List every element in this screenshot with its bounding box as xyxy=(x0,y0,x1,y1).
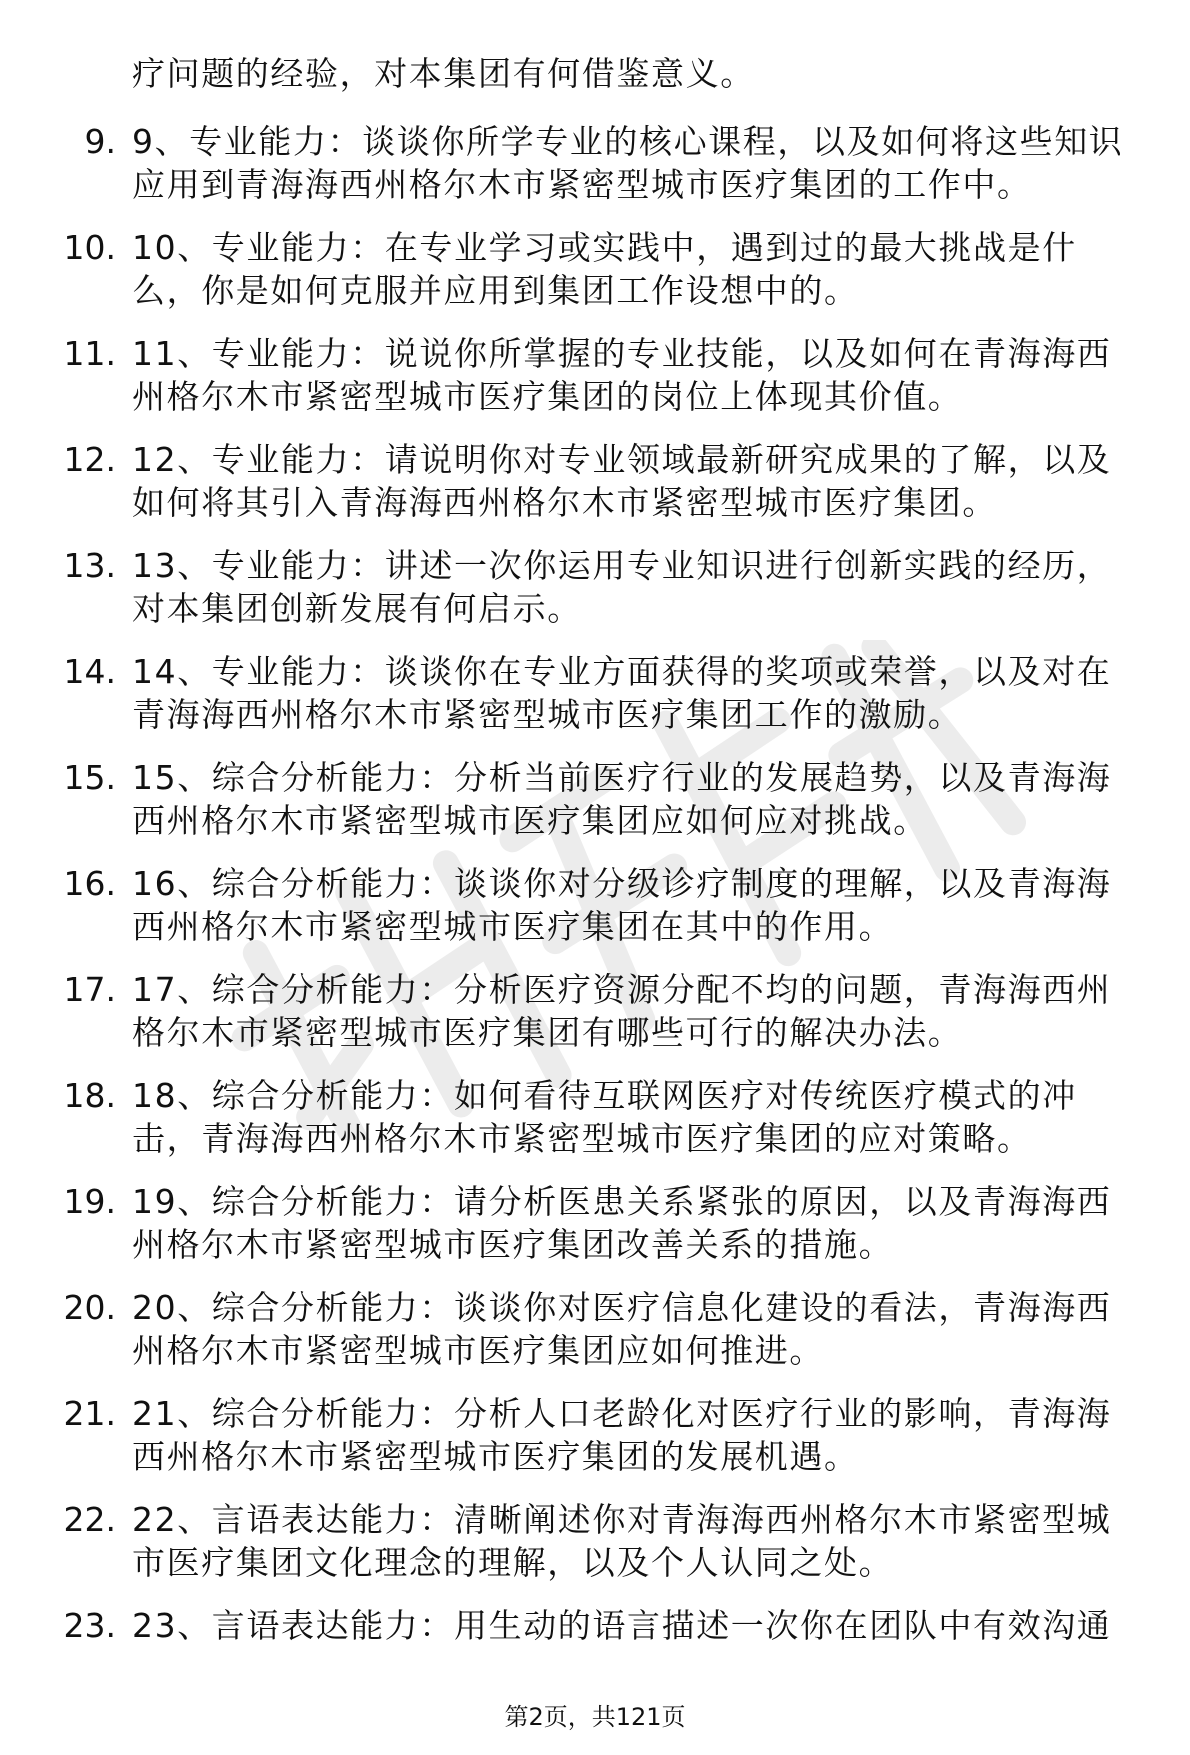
list-item-text xyxy=(132,544,1172,630)
text-line: 12、专业能力：请说明你对专业领域最新研究成果的了解，以及 xyxy=(132,440,1112,479)
list-item-number: 19. xyxy=(63,1182,116,1221)
list-item-text xyxy=(132,1180,1172,1266)
page-footer: 第2页，共121页 xyxy=(504,1703,686,1731)
text-line: 15、综合分析能力：分析当前医疗行业的发展趋势，以及青海海 xyxy=(132,758,1112,797)
list-item-text xyxy=(132,968,1172,1054)
text-line: 州格尔木市紧密型城市医疗集团应如何推进。 xyxy=(132,1331,824,1370)
text-line: 州格尔木市紧密型城市医疗集团的岗位上体现其价值。 xyxy=(132,377,963,416)
list-item-number: 23. xyxy=(63,1606,116,1645)
list-item-text xyxy=(132,862,1172,948)
text-line: 西州格尔木市紧密型城市医疗集团应如何应对挑战。 xyxy=(132,801,928,840)
text-line: 20、综合分析能力：谈谈你对医疗信息化建设的看法，青海海西 xyxy=(132,1288,1112,1327)
text-line: 11、专业能力：说说你所掌握的专业技能，以及如何在青海海西 xyxy=(132,334,1112,373)
list-item-number: 16. xyxy=(63,864,116,903)
list-item-text xyxy=(132,650,1172,736)
list-item-text xyxy=(132,120,1172,206)
text-line: 13、专业能力：讲述一次你运用专业知识进行创新实践的经历， xyxy=(132,546,1112,585)
text-line: 18、综合分析能力：如何看待互联网医疗对传统医疗模式的冲 xyxy=(132,1076,1077,1115)
text-line: 西州格尔木市紧密型城市医疗集团的发展机遇。 xyxy=(132,1437,859,1476)
text-line: 如何将其引入青海海西州格尔木市紧密型城市医疗集团。 xyxy=(132,483,997,522)
list-item-number: 20. xyxy=(63,1288,116,1327)
list-item-number: 15. xyxy=(63,758,116,797)
list-item-number: 10. xyxy=(63,228,116,267)
text-line: 9、专业能力：谈谈你所学专业的核心课程，以及如何将这些知识 xyxy=(132,122,1124,161)
list-item-text xyxy=(132,756,1172,842)
text-line: 格尔木市紧密型城市医疗集团有哪些可行的解决办法。 xyxy=(132,1013,963,1052)
list-item-number: 21. xyxy=(63,1394,116,1433)
list-item-text xyxy=(132,52,1172,95)
list-item-text xyxy=(132,1074,1172,1160)
list-item-number: 11. xyxy=(63,334,116,373)
list-item-text xyxy=(132,1286,1172,1372)
list-item-number: 14. xyxy=(63,652,116,691)
list-item-number: 12. xyxy=(63,440,116,479)
text-line: 西州格尔木市紧密型城市医疗集团在其中的作用。 xyxy=(132,907,894,946)
list-item-number: 13. xyxy=(63,546,116,585)
text-line: 10、专业能力：在专业学习或实践中，遇到过的最大挑战是什 xyxy=(132,228,1077,267)
text-line: 击，青海海西州格尔木市紧密型城市医疗集团的应对策略。 xyxy=(132,1119,1032,1158)
text-line: 16、综合分析能力：谈谈你对分级诊疗制度的理解，以及青海海 xyxy=(132,864,1112,903)
list-item-number: 9. xyxy=(84,122,116,161)
text-line: 22、言语表达能力：清晰阐述你对青海海西州格尔木市紧密型城 xyxy=(132,1500,1112,1539)
list-item-number: 22. xyxy=(63,1500,116,1539)
text-line: 州格尔木市紧密型城市医疗集团改善关系的措施。 xyxy=(132,1225,894,1264)
list-item-text xyxy=(132,1604,1172,1647)
text-line: 17、综合分析能力：分析医疗资源分配不均的问题，青海海西州 xyxy=(132,970,1112,1009)
text-line: 么，你是如何克服并应用到集团工作设想中的。 xyxy=(132,271,859,310)
list-item-text xyxy=(132,332,1172,418)
text-line: 14、专业能力：谈谈你在专业方面获得的奖项或荣誉，以及对在 xyxy=(132,652,1112,691)
text-line: 21、综合分析能力：分析人口老龄化对医疗行业的影响，青海海 xyxy=(132,1394,1112,1433)
list-item-number: 18. xyxy=(63,1076,116,1115)
text-line: 疗问题的经验，对本集团有何借鉴意义。 xyxy=(132,54,755,93)
text-line: 对本集团创新发展有何启示。 xyxy=(132,589,582,628)
list-item-text xyxy=(132,226,1172,312)
text-line: 市医疗集团文化理念的理解，以及个人认同之处。 xyxy=(132,1543,894,1582)
list-item-number: 17. xyxy=(63,970,116,1009)
text-line: 19、综合分析能力：请分析医患关系紧张的原因，以及青海海西 xyxy=(132,1182,1112,1221)
text-line: 应用到青海海西州格尔木市紧密型城市医疗集团的工作中。 xyxy=(132,165,1032,204)
text-line: 青海海西州格尔木市紧密型城市医疗集团工作的激励。 xyxy=(132,695,963,734)
list-item-text xyxy=(132,1498,1172,1584)
list-item-text xyxy=(132,438,1172,524)
list-item-text xyxy=(132,1392,1172,1478)
text-line: 23、言语表达能力：用生动的语言描述一次你在团队中有效沟通 xyxy=(132,1606,1112,1645)
